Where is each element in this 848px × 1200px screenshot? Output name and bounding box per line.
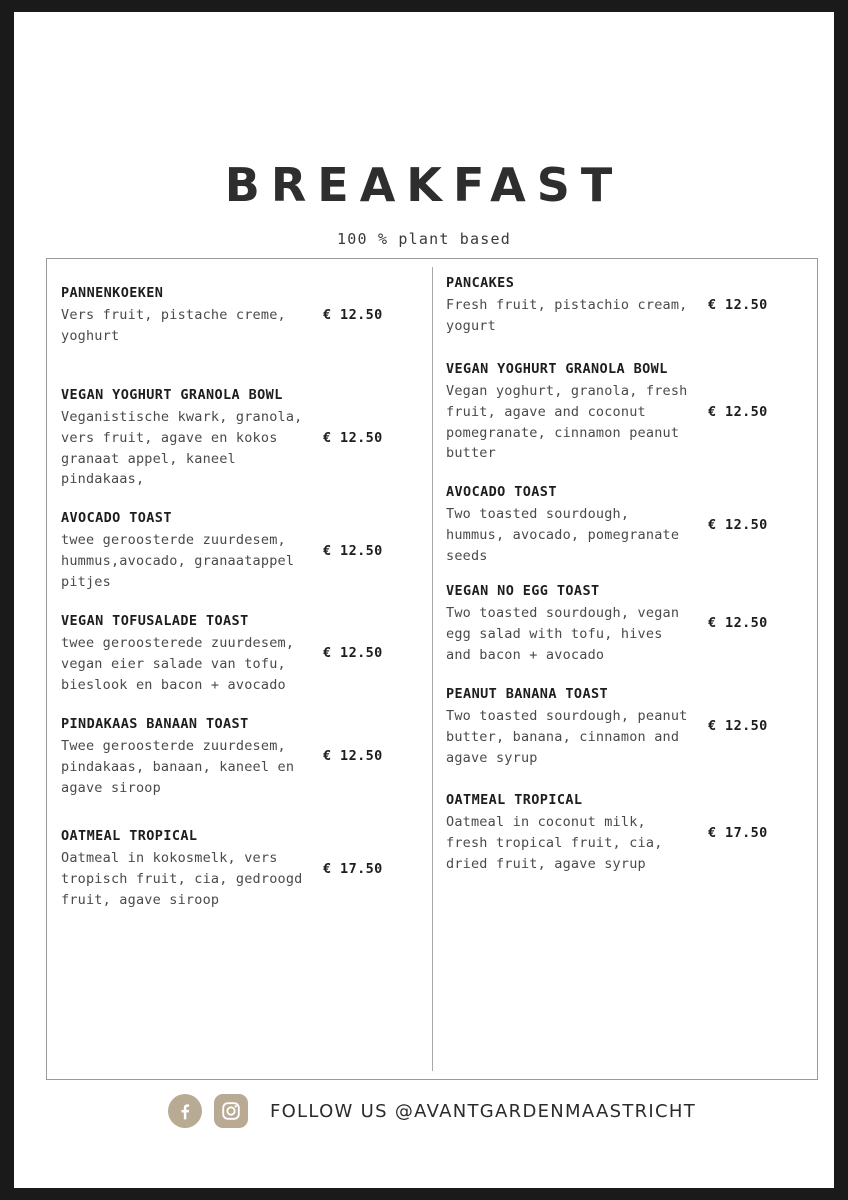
list-item (446, 581, 803, 666)
item-description: Fresh fruit, pistachio cream, yogurt (446, 296, 688, 334)
follow-us-text: FOLLOW US @AVANTGARDENMAASTRICHT (269, 1100, 697, 1122)
list-item (61, 508, 418, 593)
item-name: AVOCADO TOAST (61, 510, 172, 527)
footer (46, 1080, 818, 1142)
menu-page (14, 12, 834, 1188)
item-price: € 12.50 (323, 748, 383, 765)
list-item (61, 385, 418, 491)
list-item (61, 283, 418, 347)
item-name: VEGAN NO EGG TOAST (446, 583, 600, 600)
item-price: € 12.50 (708, 615, 768, 632)
item-description: twee geroosterde zuurdesem, hummus,avocado, granaatappel pitjes (61, 532, 295, 591)
item-description: Vegan yoghurt, granola, fresh fruit, agave and coconut pomegranate, cinnamon peanut butter (446, 382, 688, 462)
item-description: Twee geroosterde zuurdesem, pindakaas, banaan, kaneel en agave siroop (61, 737, 295, 796)
item-price: € 12.50 (323, 542, 383, 559)
facebook-icon[interactable] (168, 1094, 202, 1128)
menu-box (46, 258, 818, 1080)
item-name: PEANUT BANANA TOAST (446, 685, 609, 702)
list-item (446, 790, 803, 875)
page-title: BREAKFAST (224, 158, 624, 212)
item-name: VEGAN YOGHURT GRANOLA BOWL (61, 386, 283, 403)
list-item (446, 273, 803, 337)
item-description: Two toasted sourdough, hummus, avocado, pomegranate seeds (446, 506, 680, 565)
item-name: VEGAN TOFUSALADE TOAST (61, 613, 249, 630)
list-item (446, 684, 803, 769)
item-name: OATMEAL TROPICAL (61, 828, 198, 845)
item-description: Two toasted sourdough, vegan egg salad with tofu, hives and bacon + avocado (446, 604, 680, 663)
menu-column-dutch (47, 259, 432, 1079)
list-item (61, 714, 418, 799)
list-item (446, 482, 803, 567)
item-description: Veganistische kwark, granola, vers fruit, agave en kokos granaat appel, kaneel pindakaas, (61, 408, 303, 488)
list-item (446, 359, 803, 465)
item-name: PANCAKES (446, 275, 515, 291)
list-item (61, 611, 418, 696)
menu-inner-frame (30, 26, 818, 1174)
item-name: PINDAKAAS BANAAN TOAST (61, 715, 249, 732)
list-item (61, 826, 418, 911)
item-price: € 12.50 (323, 645, 383, 662)
item-price: € 12.50 (708, 296, 768, 313)
item-description: twee geroosterede zuurdesem, vegan eier salade van tofu, bieslook en bacon + avocado (61, 634, 295, 693)
item-name: VEGAN YOGHURT GRANOLA BOWL (446, 360, 668, 377)
item-name: OATMEAL TROPICAL (446, 792, 583, 809)
item-description: Oatmeal in kokosmelk, vers tropisch fruit, cia, gedroogd fruit, agave siroop (61, 850, 303, 909)
item-price: € 17.50 (708, 824, 768, 841)
page-subtitle: 100 % plant based (337, 230, 511, 248)
item-price: € 12.50 (323, 306, 383, 323)
item-price: € 17.50 (323, 860, 383, 877)
item-price: € 12.50 (708, 516, 768, 533)
item-description: Oatmeal in coconut milk, fresh tropical fruit, cia, dried fruit, agave syrup (446, 814, 663, 873)
item-description: Vers fruit, pistache creme, yoghurt (61, 306, 286, 344)
instagram-icon[interactable] (214, 1094, 248, 1128)
social-icons (168, 1094, 248, 1128)
item-price: € 12.50 (708, 718, 768, 735)
item-name: PANNENKOEKEN (61, 285, 164, 301)
item-price: € 12.50 (708, 403, 768, 420)
item-name: AVOCADO TOAST (446, 484, 557, 501)
menu-column-english (432, 259, 817, 1079)
item-description: Two toasted sourdough, peanut butter, banana, cinnamon and agave syrup (446, 707, 688, 766)
item-price: € 12.50 (323, 429, 383, 446)
